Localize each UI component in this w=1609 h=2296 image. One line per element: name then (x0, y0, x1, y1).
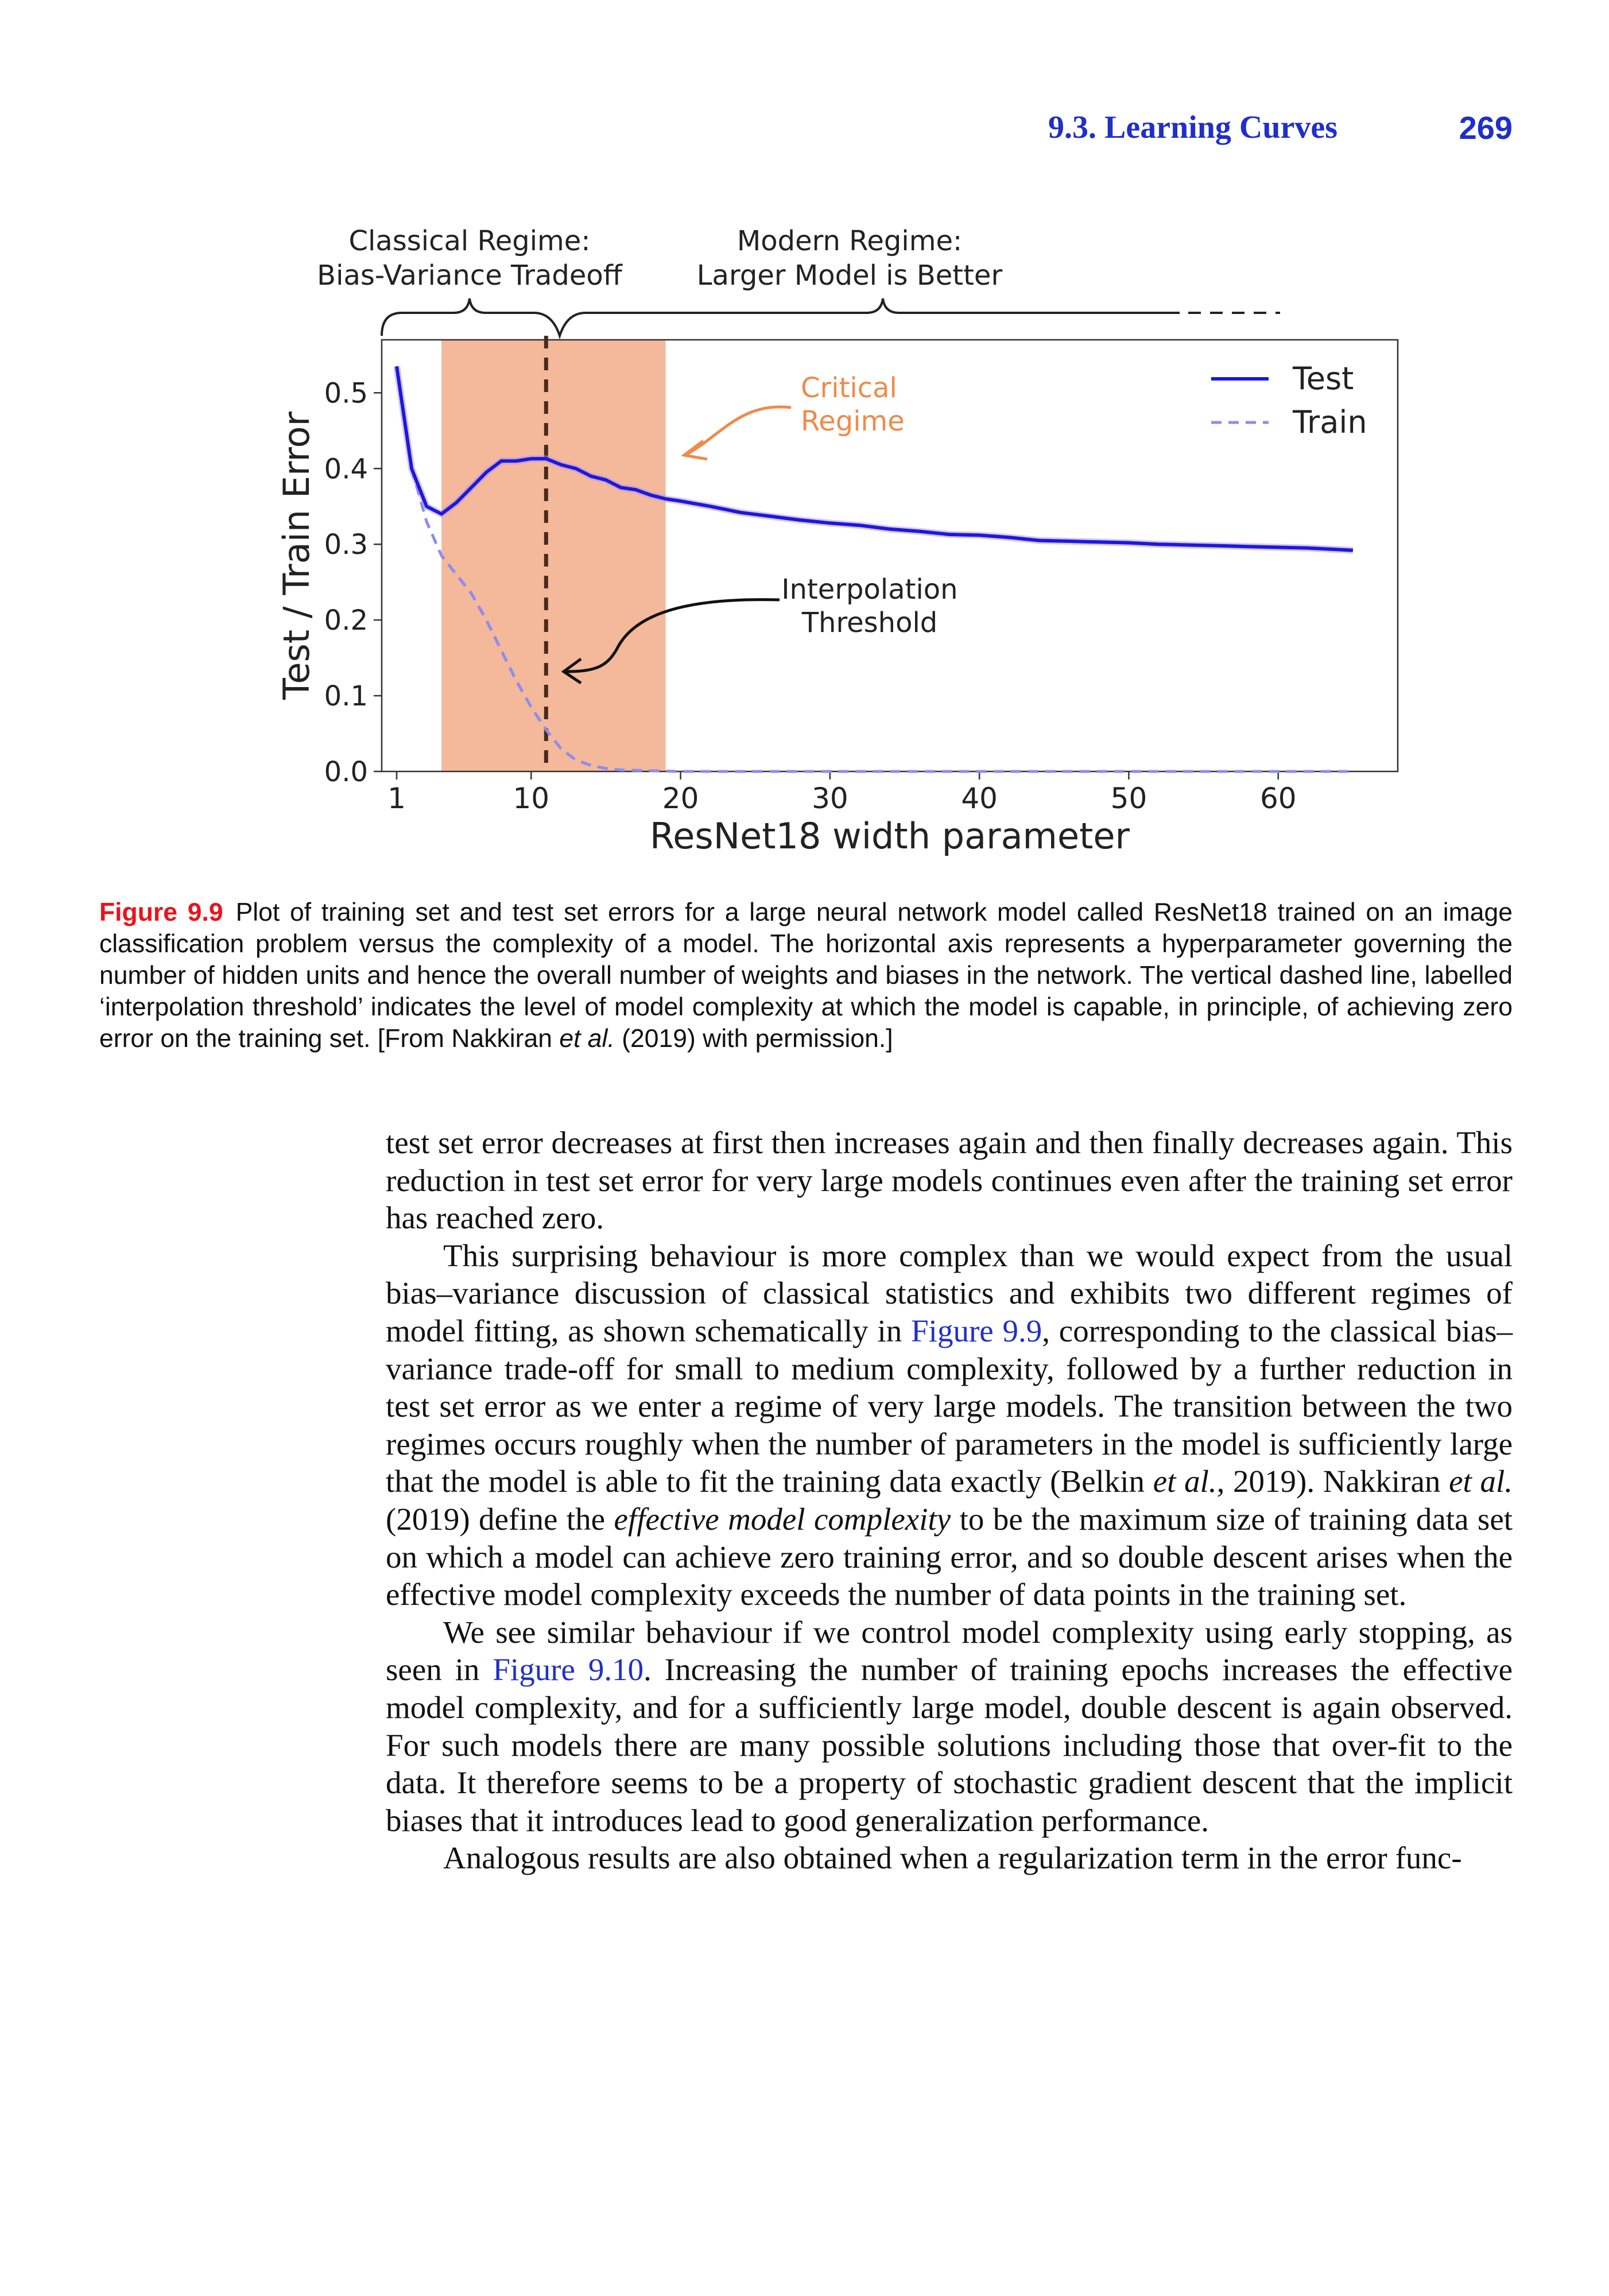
x-tick-label: 10 (513, 782, 550, 815)
p3-text-b: . Increasing the number of training epochs increases the effective model complexity, and for a sufficiently large model, double descent is again observed. For such models there are many possible solutions including those that over-fit to the data. It therefore seems to be a property of stochastic gradient descent that the implicit biases that it introduces lead to good generalization performance. (386, 1652, 1513, 1838)
p2-text-c: , 2019). Nakkiran (1216, 1464, 1441, 1499)
x-tick-label: 60 (1259, 782, 1297, 815)
p2-et-al-2: et al. (1449, 1464, 1513, 1499)
caption-text: Plot of training set and test set errors for a large neural network model called ResNet18 trained on an image classification problem versus the complexity of a model. The horizontal axis represents a hyperparameter governing the number of hidden units and hence the overall number of weights and biases in the network. The vertical dashed line, labelled ‘interpolation threshold’ indicates the level of model complexity at which the model is capable, in principle, of achieving zero error on the training set. [From Nakkiran (99, 898, 1513, 1053)
classical-regime-label: Classical Regime: (348, 225, 591, 257)
x-tick-label: 20 (662, 782, 699, 815)
paragraph-1: test set error decreases at first then increases again and then finally decreases again. This reduction in test set error for very large models continues even after the training set error has reached zero. (386, 1125, 1513, 1236)
p2-text-b: , corresponding to the classical bias–variance trade-off for small to medium complexity, followed by a further reduction in test set error as we enter a regime of very large models. The transition between the two regimes occurs roughly when the number of parameters in the model is sufficiently large that the model is able to fit the training data exactly (Belkin (386, 1313, 1513, 1499)
y-tick-label: 0.4 (324, 453, 368, 486)
running-header-section: 9.3. Learning Curves (1048, 110, 1337, 145)
critical-regime-arrow (686, 407, 791, 455)
regime-brace (382, 298, 1180, 336)
y-tick-label: 0.1 (324, 680, 368, 713)
caption-label: Figure 9.9 (99, 898, 223, 926)
p2-emphasis: effective model complexity (614, 1501, 951, 1537)
legend-train-label: Train (1293, 404, 1367, 440)
caption-et-al: et al. (559, 1025, 615, 1053)
x-tick-label: 40 (961, 782, 998, 815)
modern-regime-label: Modern Regime: (736, 225, 963, 257)
x-tick-label: 30 (812, 782, 848, 815)
critical-regime-shading (441, 340, 665, 771)
body-text (386, 1124, 1513, 1877)
interpolation-sublabel: Threshold (801, 607, 938, 639)
figure-9-10-link[interactable]: Figure 9.10 (493, 1652, 644, 1688)
y-tick-label: 0.0 (324, 756, 368, 788)
p2-text-d: (2019) define the (386, 1501, 606, 1537)
critical-regime-sublabel: Regime (801, 405, 905, 437)
p2-et-al: et al. (1153, 1464, 1217, 1499)
x-tick-label: 50 (1110, 782, 1147, 815)
figure-caption (99, 897, 1513, 1054)
x-axis-label: ResNet18 width parameter (649, 815, 1130, 857)
x-tick-label: 1 (387, 782, 406, 815)
y-tick-label: 0.2 (324, 604, 368, 637)
modern-regime-sublabel: Larger Model is Better (696, 259, 1003, 292)
y-axis-label: Test / Train Error (276, 412, 317, 700)
p2-text-e: to be the maximum size of training data set on which a model can achieve zero training error, and so double descent arises when the effective model complexity exceeds the number of data points in the training set. (386, 1501, 1513, 1612)
critical-regime-label: Critical (801, 372, 897, 404)
paragraph-3 (386, 1614, 1513, 1840)
paragraph-4: Analogous results are also obtained when a regularization term in the error func- (443, 1840, 1462, 1876)
interpolation-label: Interpolation (781, 573, 958, 606)
figure-double-descent (0, 0, 1609, 884)
y-tick-label: 0.3 (324, 529, 368, 561)
p3-text: We see similar behaviour if we control model complexity using early stopping, as seen in (386, 1614, 1513, 1688)
classical-regime-sublabel: Bias-Variance Tradeoff (317, 259, 622, 292)
y-tick-label: 0.5 (324, 377, 368, 410)
page-number: 269 (1459, 110, 1513, 146)
caption-text-end: (2019) with permission.] (622, 1025, 893, 1053)
p2-text: This surprising behaviour is more complex than we would expect from the usual bias–variance discussion of classical statistics and exhibits two different regimes of model fitting, as shown schematically in (386, 1238, 1513, 1348)
paragraph-2 (386, 1237, 1513, 1614)
legend-test-label: Test (1293, 360, 1354, 397)
figure-9-9-link[interactable]: Figure 9.9 (911, 1313, 1042, 1348)
